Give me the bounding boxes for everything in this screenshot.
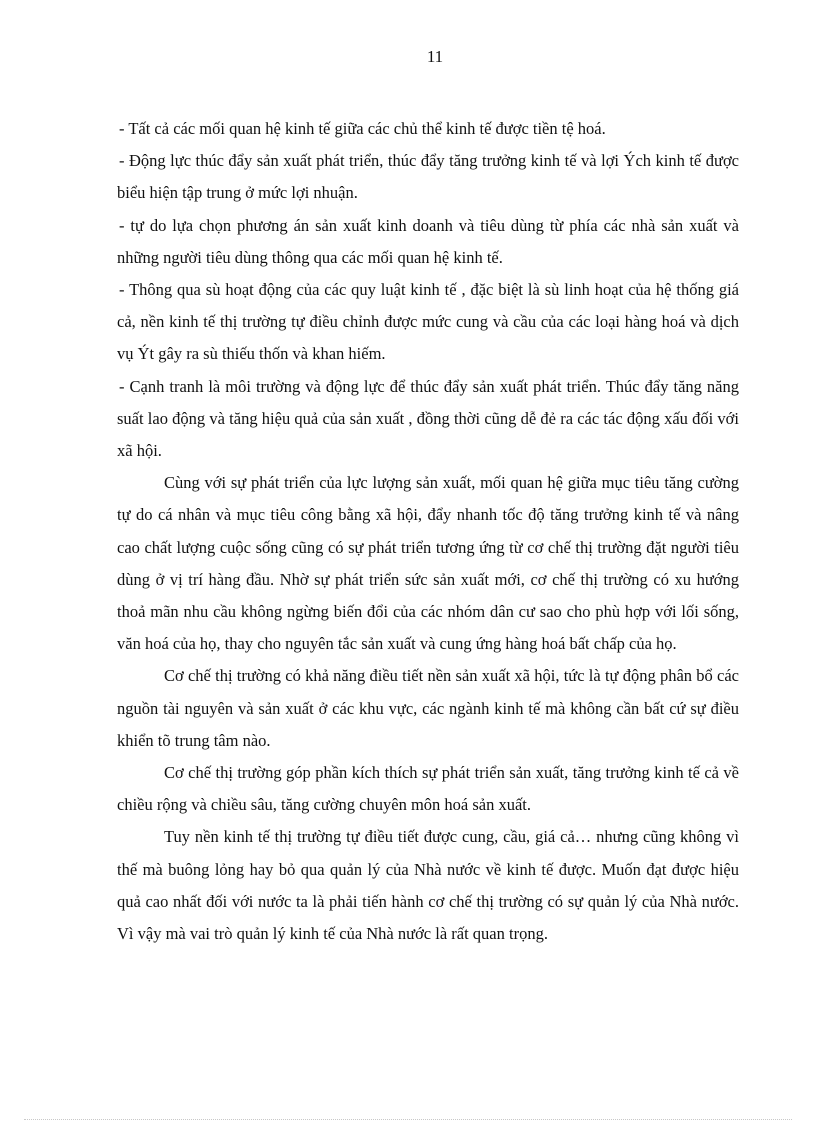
body-paragraph-2: Cơ chế thị trường có khả năng điều tiết nền sản xuất xã hội, tức là tự động phân bổ các nguồn tài nguyên và sản xuất ở các khu vực, các ngành kinh tế mà không cần bất cứ sự điều khiển tõ trung tâm nào.	[117, 666, 739, 750]
document-body	[117, 113, 739, 950]
bullet-paragraph-4: - Thông qua sù hoạt động của các quy luật kinh tế , đặc biệt là sù linh hoạt của hệ thống giá cả, nền kinh tế thị trường tự điều chỉnh được mức cung và cầu của các loại hàng hoá và dịch vụ Ýt gây ra sù thiếu thốn và khan hiếm.	[117, 280, 739, 364]
bullet-paragraph-3: - tự do lựa chọn phương án sản xuất kinh doanh và tiêu dùng từ phía các nhà sản xuất và những người tiêu dùng thông qua các mối quan hệ kinh tế.	[117, 215, 739, 267]
bullet-paragraph-2: - Động lực thúc đẩy sản xuất phát triển, thúc đẩy tăng trưởng kinh tế và lợi Ých kinh tế được biểu hiện tập trung ở mức lợi nhuận.	[117, 151, 739, 203]
page-bottom-divider	[24, 1119, 792, 1120]
body-paragraph-4: Tuy nền kinh tế thị trường tự điều tiết được cung, cầu, giá cả… nhưng cũng không vì thế mà buông lỏng hay bỏ qua quản lý của Nhà nước về kinh tế được. Muốn đạt được hiệu quả cao nhất đối với nước ta là phải tiến hành cơ chế thị trường có sự quản lý của Nhà nước. Vì vậy mà vai trò quản lý kinh tế của Nhà nước là rất quan trọng.	[117, 827, 739, 944]
body-paragraph-3: Cơ chế thị trường góp phần kích thích sự phát triển sản xuất, tăng trưởng kinh tế cả về chiều rộng và chiều sâu, tăng cường chuyên môn hoá sản xuất.	[117, 763, 739, 815]
bullet-paragraph-5: - Cạnh tranh là môi trường và động lực để thúc đẩy sản xuất phát triển. Thúc đẩy tăng năng suất lao động và tăng hiệu quả của sản xuất , đồng thời cũng dễ đẻ ra các tác động xấu đối với xã hội.	[117, 376, 739, 461]
bullet-paragraph-1: - Tất cả các mối quan hệ kinh tế giữa các chủ thể kinh tế được tiền tệ hoá.	[119, 119, 606, 138]
body-paragraph-1: Cùng với sự phát triển của lực lượng sản xuất, mối quan hệ giữa mục tiêu tăng cường tự do cá nhân và mục tiêu công bằng xã hội, đẩy nhanh tốc độ tăng trưởng kinh tế và nâng cao chất lượng cuộc sống cũng có sự phát triển tương ứng từ cơ chế thị trường đặt người tiêu dùng ở vị trí hàng đầu. Nhờ sự phát triển sức sản xuất mới, cơ chế thị trường có xu hướng thoả mãn nhu cầu không ngừng biến đổi của các nhóm dân cư sao cho phù hợp với lối sống, văn hoá của họ, thay cho nguyên tắc sản xuất và cung ứng hàng hoá bất chấp của họ.	[117, 473, 739, 654]
page-number: 11	[426, 47, 444, 66]
